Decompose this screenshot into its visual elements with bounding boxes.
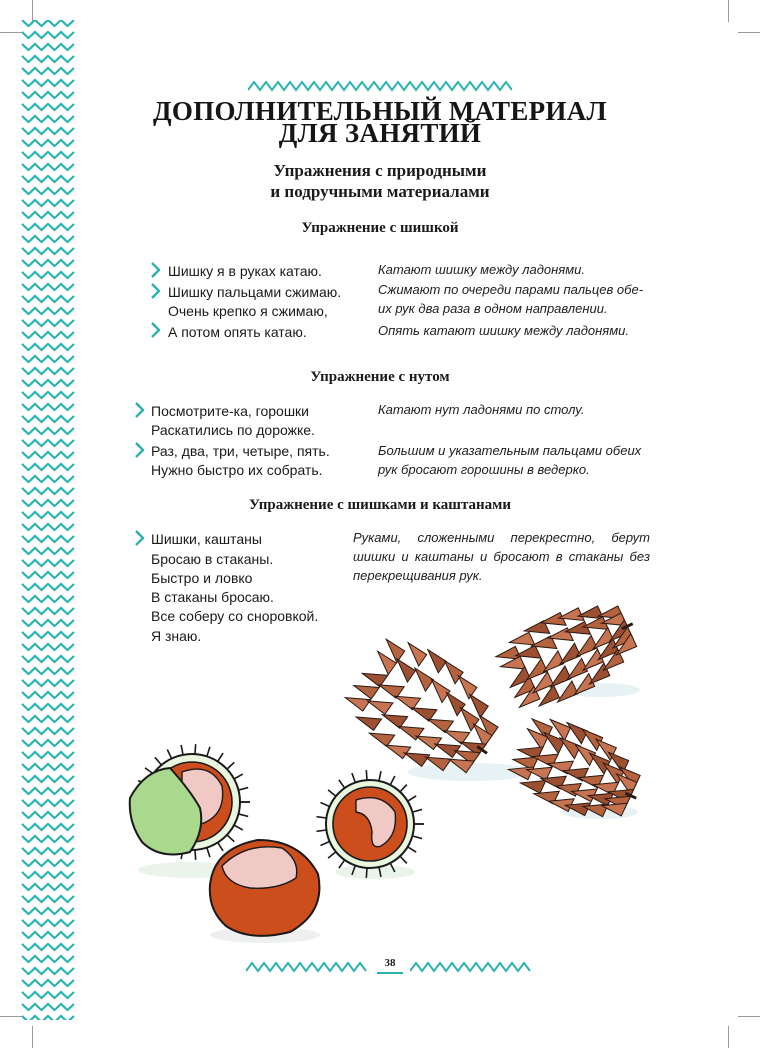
section-title: Упражнение с шишкой (301, 220, 459, 236)
poem-line: Нужно быстро их собрать. (151, 462, 323, 478)
wave-divider (410, 961, 534, 973)
instruction-text: Большим и указательным пальцами обеих (378, 443, 642, 458)
poem-line: В стаканы бросаю. (151, 589, 274, 605)
instruction-text: Катают шишку между ладонями. (378, 262, 586, 277)
chestnut-illustration (317, 770, 424, 878)
instruction-text: рук бросают горошины в ведерко. (378, 462, 590, 477)
poem-line: Шишку пальцами сжимаю. (168, 284, 342, 300)
poem-line: Очень крепко я сжимаю, (168, 303, 328, 319)
poem-line: Шишки, каштаны (151, 531, 262, 547)
page-number: 38 (384, 957, 396, 969)
instruction-text: Сжимают по очереди парами пальцев обе- (378, 282, 644, 297)
page-number-underline (377, 972, 403, 974)
poem-line: Все соберу со сноровкой. (151, 608, 319, 624)
poem-line: Раскатились по дорожке. (151, 422, 315, 438)
page-title-line: ДЛЯ ЗАНЯТИЙ (278, 118, 482, 148)
instruction-text: Руками, сложенными перекрестно, берут шишки и каштаны и бросают в стаканы без перекрещивания рук. (353, 530, 650, 583)
poem-line: Быстро и ловко (151, 570, 253, 586)
poem-line: Посмотрите-ка, горошки (151, 403, 310, 419)
page-title-line: ДОПОЛНИТЕЛЬНЫЙ МАТЕРИАЛ (153, 96, 607, 126)
poem-line: Бросаю в стаканы. (151, 551, 274, 567)
instruction-text: их рук два раза в одном направлении. (378, 301, 608, 316)
poem-line: Я знаю. (151, 628, 202, 644)
poem-line: А потом опять катаю. (168, 324, 307, 340)
page-subtitle-line: Упражнения с природными (273, 161, 487, 180)
instruction-text: Катают нут ладонями по столу. (378, 402, 585, 417)
page-subtitle-line: и подручными материалами (270, 182, 490, 201)
wave-divider (246, 961, 370, 973)
instruction-text: Опять катают шишку между ладонями. (378, 323, 629, 338)
section-title: Упражнение с шишками и каштанами (248, 497, 512, 513)
chestnut-illustration (210, 840, 320, 936)
section-title: Упражнение с нутом (310, 369, 450, 385)
poem-line: Шишку я в руках катаю. (168, 263, 322, 279)
poem-line: Раз, два, три, четыре, пять. (151, 443, 330, 459)
chestnut-illustration (130, 744, 250, 860)
pine-cone-illustration (490, 587, 649, 719)
